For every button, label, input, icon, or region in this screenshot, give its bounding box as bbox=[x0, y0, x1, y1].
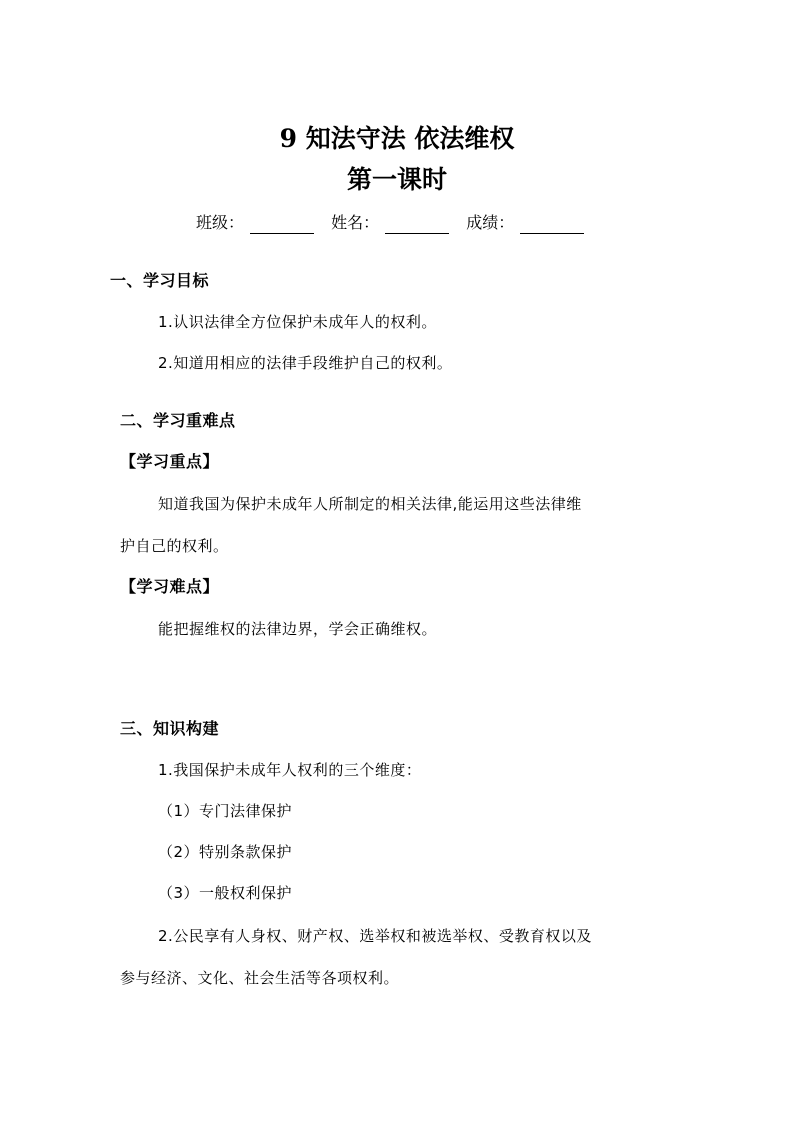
page-title: 9 知法守法 依法维权 bbox=[279, 124, 515, 153]
key-point-label: 【学习重点】 bbox=[120, 452, 220, 471]
section-heading-key-points: 二、学习重难点 bbox=[120, 411, 236, 430]
goal-item: 1.认识法律全方位保护未成年人的权利。 bbox=[158, 313, 437, 331]
name-blank[interactable] bbox=[385, 215, 449, 234]
section-heading-knowledge: 三、知识构建 bbox=[120, 719, 220, 738]
page-subtitle: 第一课时 bbox=[346, 165, 447, 194]
difficulty-label: 【学习难点】 bbox=[120, 577, 220, 596]
difficulty-text: 能把握维权的法律边界，学会正确维权。 bbox=[158, 620, 438, 638]
section-heading-goals: 一、学习目标 bbox=[110, 271, 210, 290]
knowledge-sub-item: （3）一般权利保护 bbox=[158, 884, 293, 902]
key-point-text-cont: 护自己的权利。 bbox=[120, 537, 229, 555]
knowledge-sub-item: （2）特别条款保护 bbox=[158, 843, 293, 861]
goal-item: 2.知道用相应的法律手段维护自己的权利。 bbox=[158, 354, 453, 372]
class-blank[interactable] bbox=[250, 215, 314, 234]
key-point-text: 知道我国为保护未成年人所制定的相关法律,能运用这些法律维 bbox=[158, 495, 582, 513]
score-label: 成绩： bbox=[466, 213, 515, 232]
score-blank[interactable] bbox=[520, 215, 584, 234]
knowledge-item-cont: 参与经济、文化、社会生活等各项权利。 bbox=[120, 969, 400, 987]
name-label: 姓名： bbox=[331, 213, 380, 232]
knowledge-item: 2.公民享有人身权、财产权、选举权和被选举权、受教育权以及 bbox=[158, 927, 592, 945]
knowledge-sub-item: （1）专门法律保护 bbox=[158, 802, 293, 820]
knowledge-item: 1.我国保护未成年人权利的三个维度： bbox=[158, 761, 422, 779]
student-info-row bbox=[196, 212, 596, 234]
class-label: 班级： bbox=[196, 213, 245, 232]
